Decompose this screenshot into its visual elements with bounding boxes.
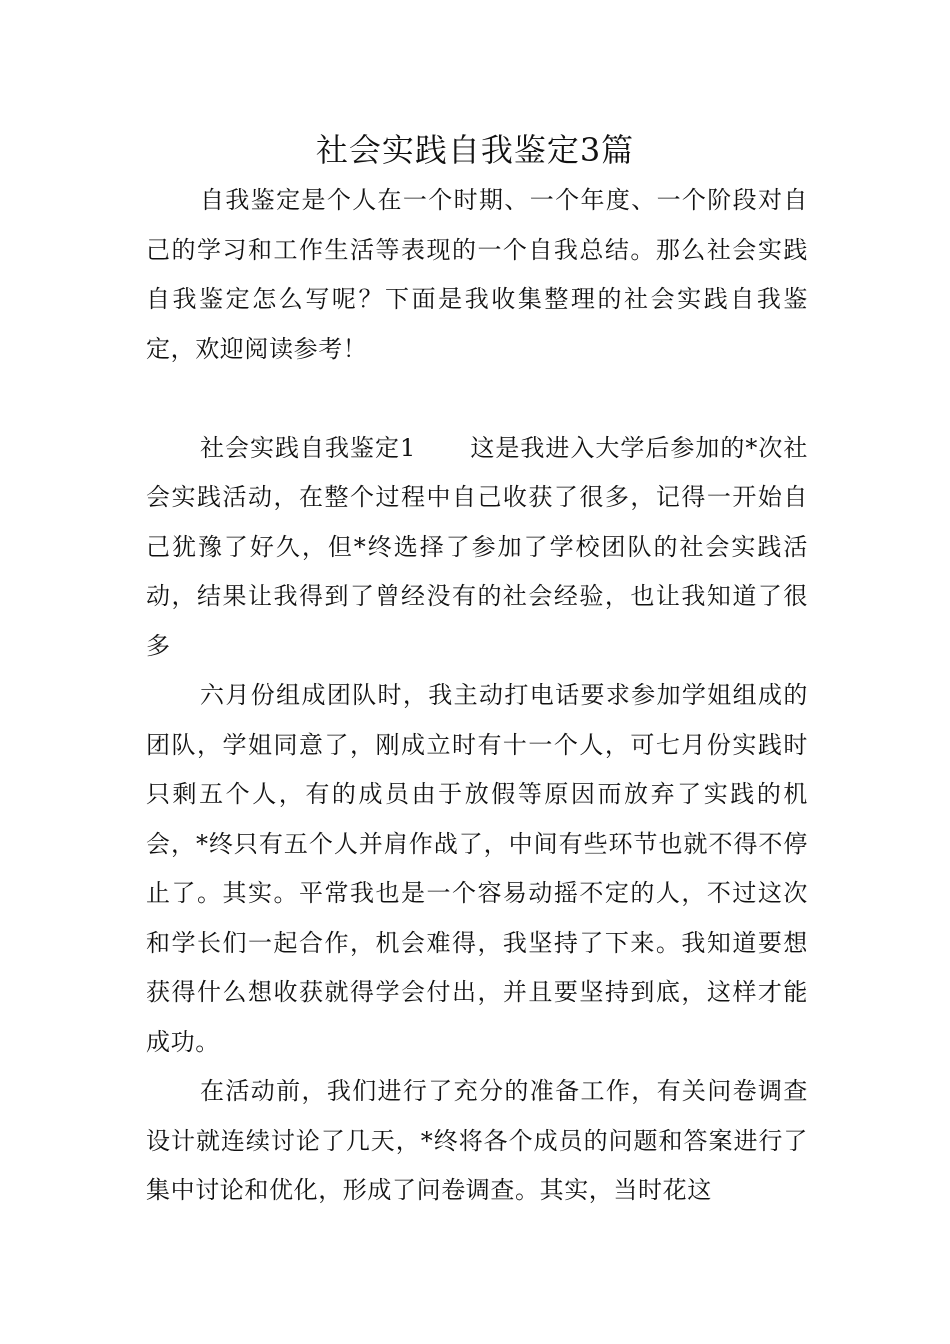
document-title: 社会实践自我鉴定3篇 xyxy=(315,131,635,169)
document-body xyxy=(146,176,808,1216)
section1-heading: 社会实践自我鉴定1 xyxy=(200,433,416,462)
section1-paragraph-3: 在活动前，我们进行了充分的准备工作，有关问卷调查设计就连续讨论了几天，*终将各个成员的问题和答案进行了集中讨论和优化，形成了问卷调查。其实，当时花这 xyxy=(146,1077,808,1204)
paragraph-spacer xyxy=(146,374,808,424)
intro-paragraph: 自我鉴定是个人在一个时期、一个年度、一个阶段对自己的学习和工作生活等表现的一个自我总结。那么社会实践自我鉴定怎么写呢？下面是我收集整理的社会实践自我鉴定，欢迎阅读参考！ xyxy=(146,186,808,363)
section1-paragraph-1-text: 这是我进入大学后参加的*次社会实践活动，在整个过程中自己收获了很多，记得一开始自己犹豫了好久，但*终选择了参加了学校团队的社会实践活动，结果让我得到了曾经没有的社会经验，也让我知道了很多 xyxy=(146,433,808,660)
section1-paragraph-2: 六月份组成团队时，我主动打电话要求参加学姐组成的团队，学姐同意了，刚成立时有十一个人，可七月份实践时只剩五个人，有的成员由于放假等原因而放弃了实践的机会，*终只有五个人并肩作战了，中间有些环节也就不得不停止了。其实。平常我也是一个容易动摇不定的人，不过这次和学长们一起合作，机会难得，我坚持了下来。我知道要想获得什么想收获就得学会付出，并且要坚持到底，这样才能成功。 xyxy=(146,681,808,1056)
section1-paragraph-1 xyxy=(146,424,808,672)
